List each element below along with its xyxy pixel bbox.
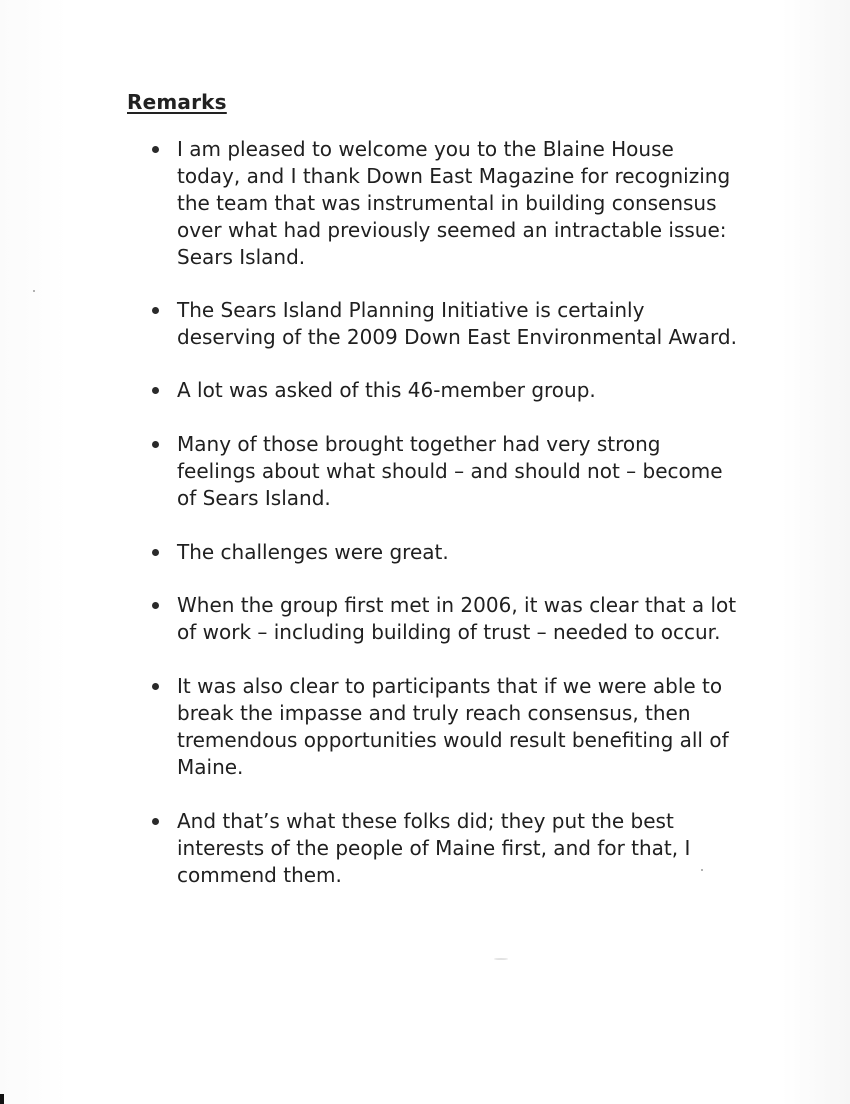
remark-line: the team that was instrumental in building consensus: [177, 191, 717, 215]
remark-item: [150, 539, 750, 566]
bullet-icon: [152, 549, 159, 556]
remark-item: [150, 377, 750, 404]
remark-item: [150, 673, 750, 781]
remark-line: The Sears Island Planning Initiative is certainly: [177, 298, 645, 322]
page-heading: Remarks: [127, 90, 227, 114]
remark-item: [150, 808, 750, 889]
remark-line: I am pleased to welcome you to the Blaine House: [177, 137, 674, 161]
remark-line: tremendous opportunities would result benefiting all of: [177, 728, 729, 752]
scan-speck: [494, 958, 508, 960]
remark-line: of Sears Island.: [177, 486, 331, 510]
remark-line: feelings about what should – and should not – become: [177, 459, 723, 483]
remark-item: [150, 431, 750, 512]
bullet-icon: [152, 441, 159, 448]
scan-edge-mark: [0, 1094, 4, 1104]
remark-item: [150, 297, 750, 351]
remark-line: It was also clear to participants that if we were able to: [177, 674, 723, 698]
remark-item: [150, 136, 750, 271]
remark-line: of work – including building of trust – needed to occur.: [177, 620, 721, 644]
bullet-icon: [152, 818, 159, 825]
remark-item: [150, 592, 750, 646]
remarks-list: [150, 136, 750, 889]
bullet-icon: [152, 146, 159, 153]
bullet-icon: [152, 602, 159, 609]
remark-line: break the impasse and truly reach consensus, then: [177, 701, 691, 725]
bullet-icon: [152, 387, 159, 394]
remark-line: When the group first met in 2006, it was clear that a lot: [177, 593, 737, 617]
scan-speck: [33, 290, 35, 292]
remark-line: And that’s what these folks did; they put the best: [177, 809, 674, 833]
remark-line: over what had previously seemed an intractable issue:: [177, 218, 727, 242]
remark-line: interests of the people of Maine first, and for that, I: [177, 836, 691, 860]
remark-line: Maine.: [177, 755, 244, 779]
bullet-icon: [152, 683, 159, 690]
remark-line: The challenges were great.: [177, 540, 449, 564]
remark-line: Many of those brought together had very strong: [177, 432, 661, 456]
remark-line: today, and I thank Down East Magazine for recognizing: [177, 164, 731, 188]
bullet-icon: [152, 307, 159, 314]
scan-speck: [701, 869, 703, 871]
remark-line: deserving of the 2009 Down East Environmental Award.: [177, 325, 737, 349]
remark-line: A lot was asked of this 46-member group.: [177, 378, 596, 402]
remark-line: Sears Island.: [177, 245, 306, 269]
remark-line: commend them.: [177, 863, 342, 887]
